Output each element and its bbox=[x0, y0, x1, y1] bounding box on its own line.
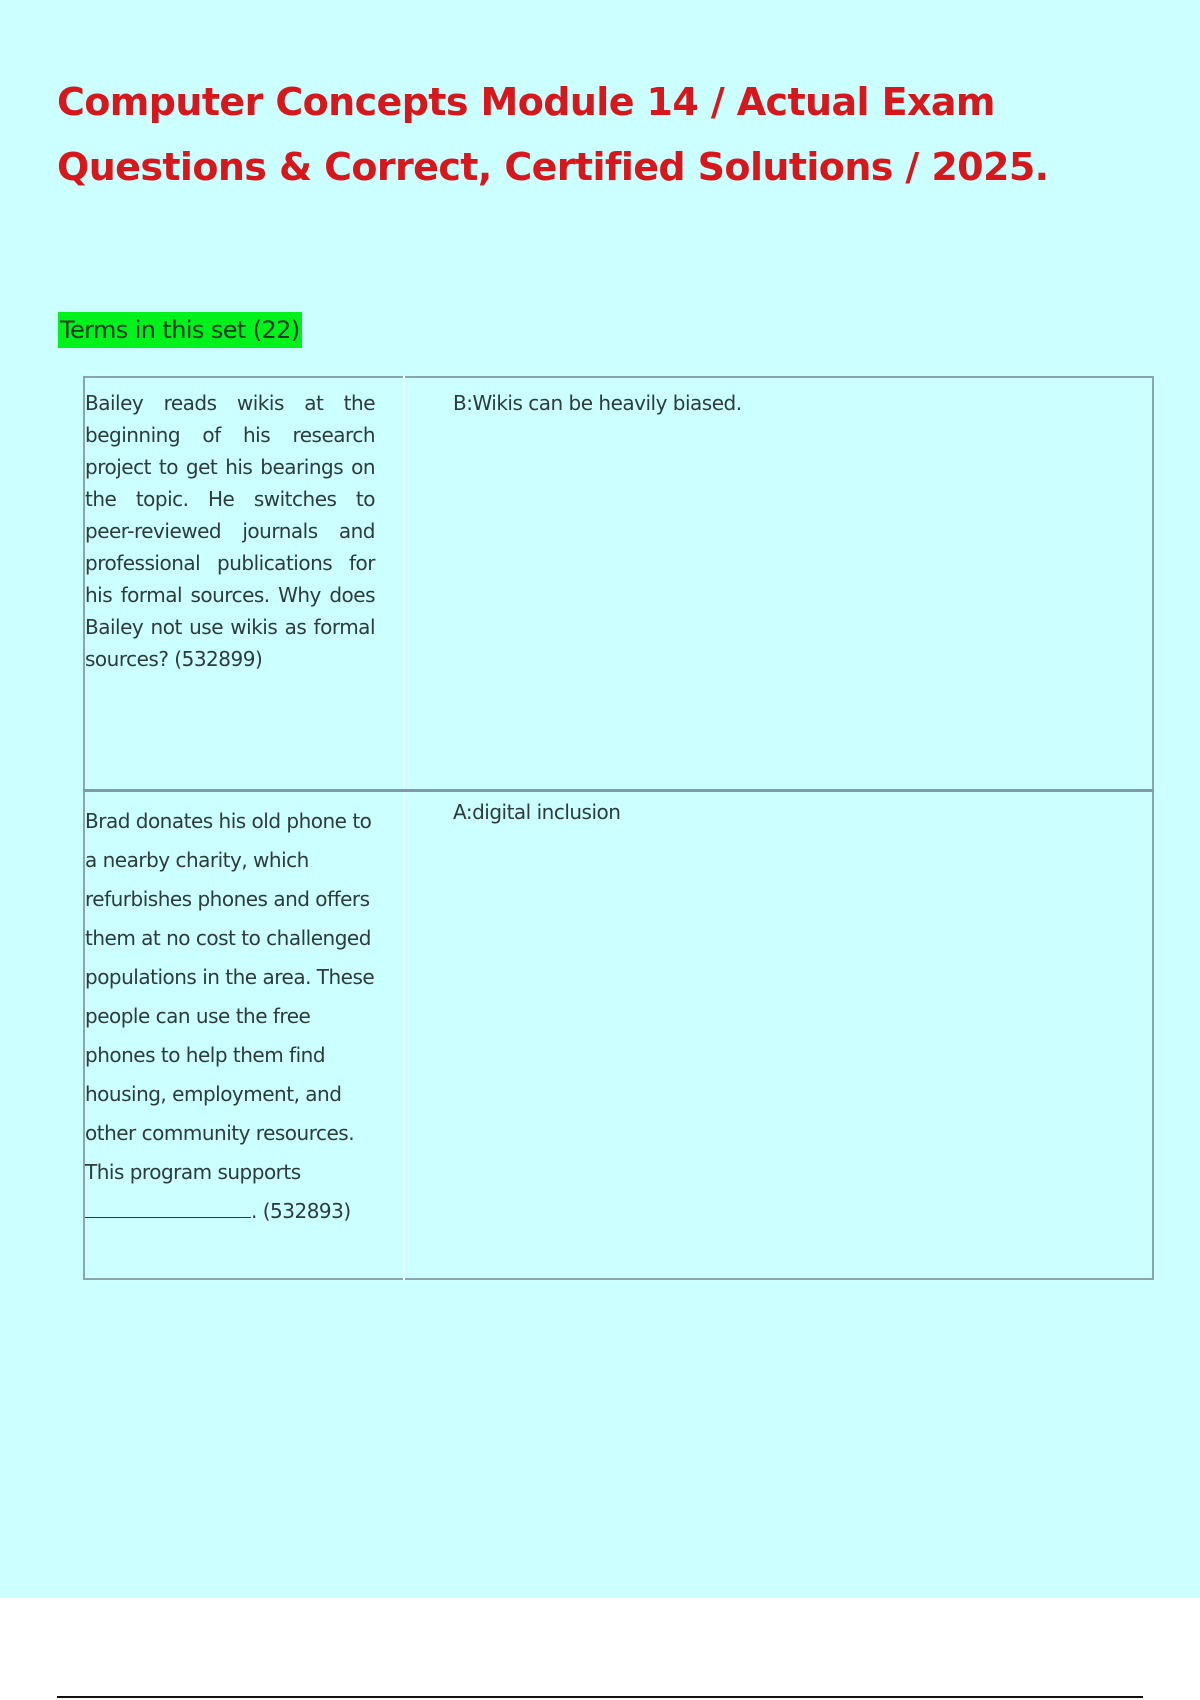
document-title: Computer Concepts Module 14 / Actual Exam Questions & Correct, Certified Solutions / 2025. bbox=[57, 80, 1049, 189]
fill-in-blank bbox=[85, 1197, 251, 1218]
term-cell bbox=[84, 791, 404, 1280]
term-question-suffix: . (532893) bbox=[251, 1199, 351, 1223]
term-answer: B:Wikis can be heavily biased. bbox=[453, 391, 742, 415]
definition-cell bbox=[404, 791, 1153, 1280]
term-row bbox=[84, 377, 1153, 791]
terms-table bbox=[83, 376, 1154, 1280]
definition-cell bbox=[404, 377, 1153, 791]
term-question: Bailey reads wikis at the beginning of his research project to get his bearings on the topic. He switches to peer-reviewed journals and professional publications for his formal sources. Why does Bailey not use wikis as formal sources? (532899) bbox=[85, 391, 375, 671]
term-question-text: Brad donates his old phone to a nearby charity, which refurbishes phones and offers them at no cost to challenged populations in the area. These people can use the free phones to help them find housing, employment, and other community resources. This program supports bbox=[85, 809, 375, 1184]
terms-count-label: Terms in this set (22) bbox=[58, 312, 302, 348]
footer-divider bbox=[57, 1696, 1143, 1698]
term-row bbox=[84, 791, 1153, 1280]
term-cell bbox=[84, 377, 404, 791]
term-question bbox=[85, 792, 375, 1231]
term-answer: A:digital inclusion bbox=[453, 800, 621, 824]
